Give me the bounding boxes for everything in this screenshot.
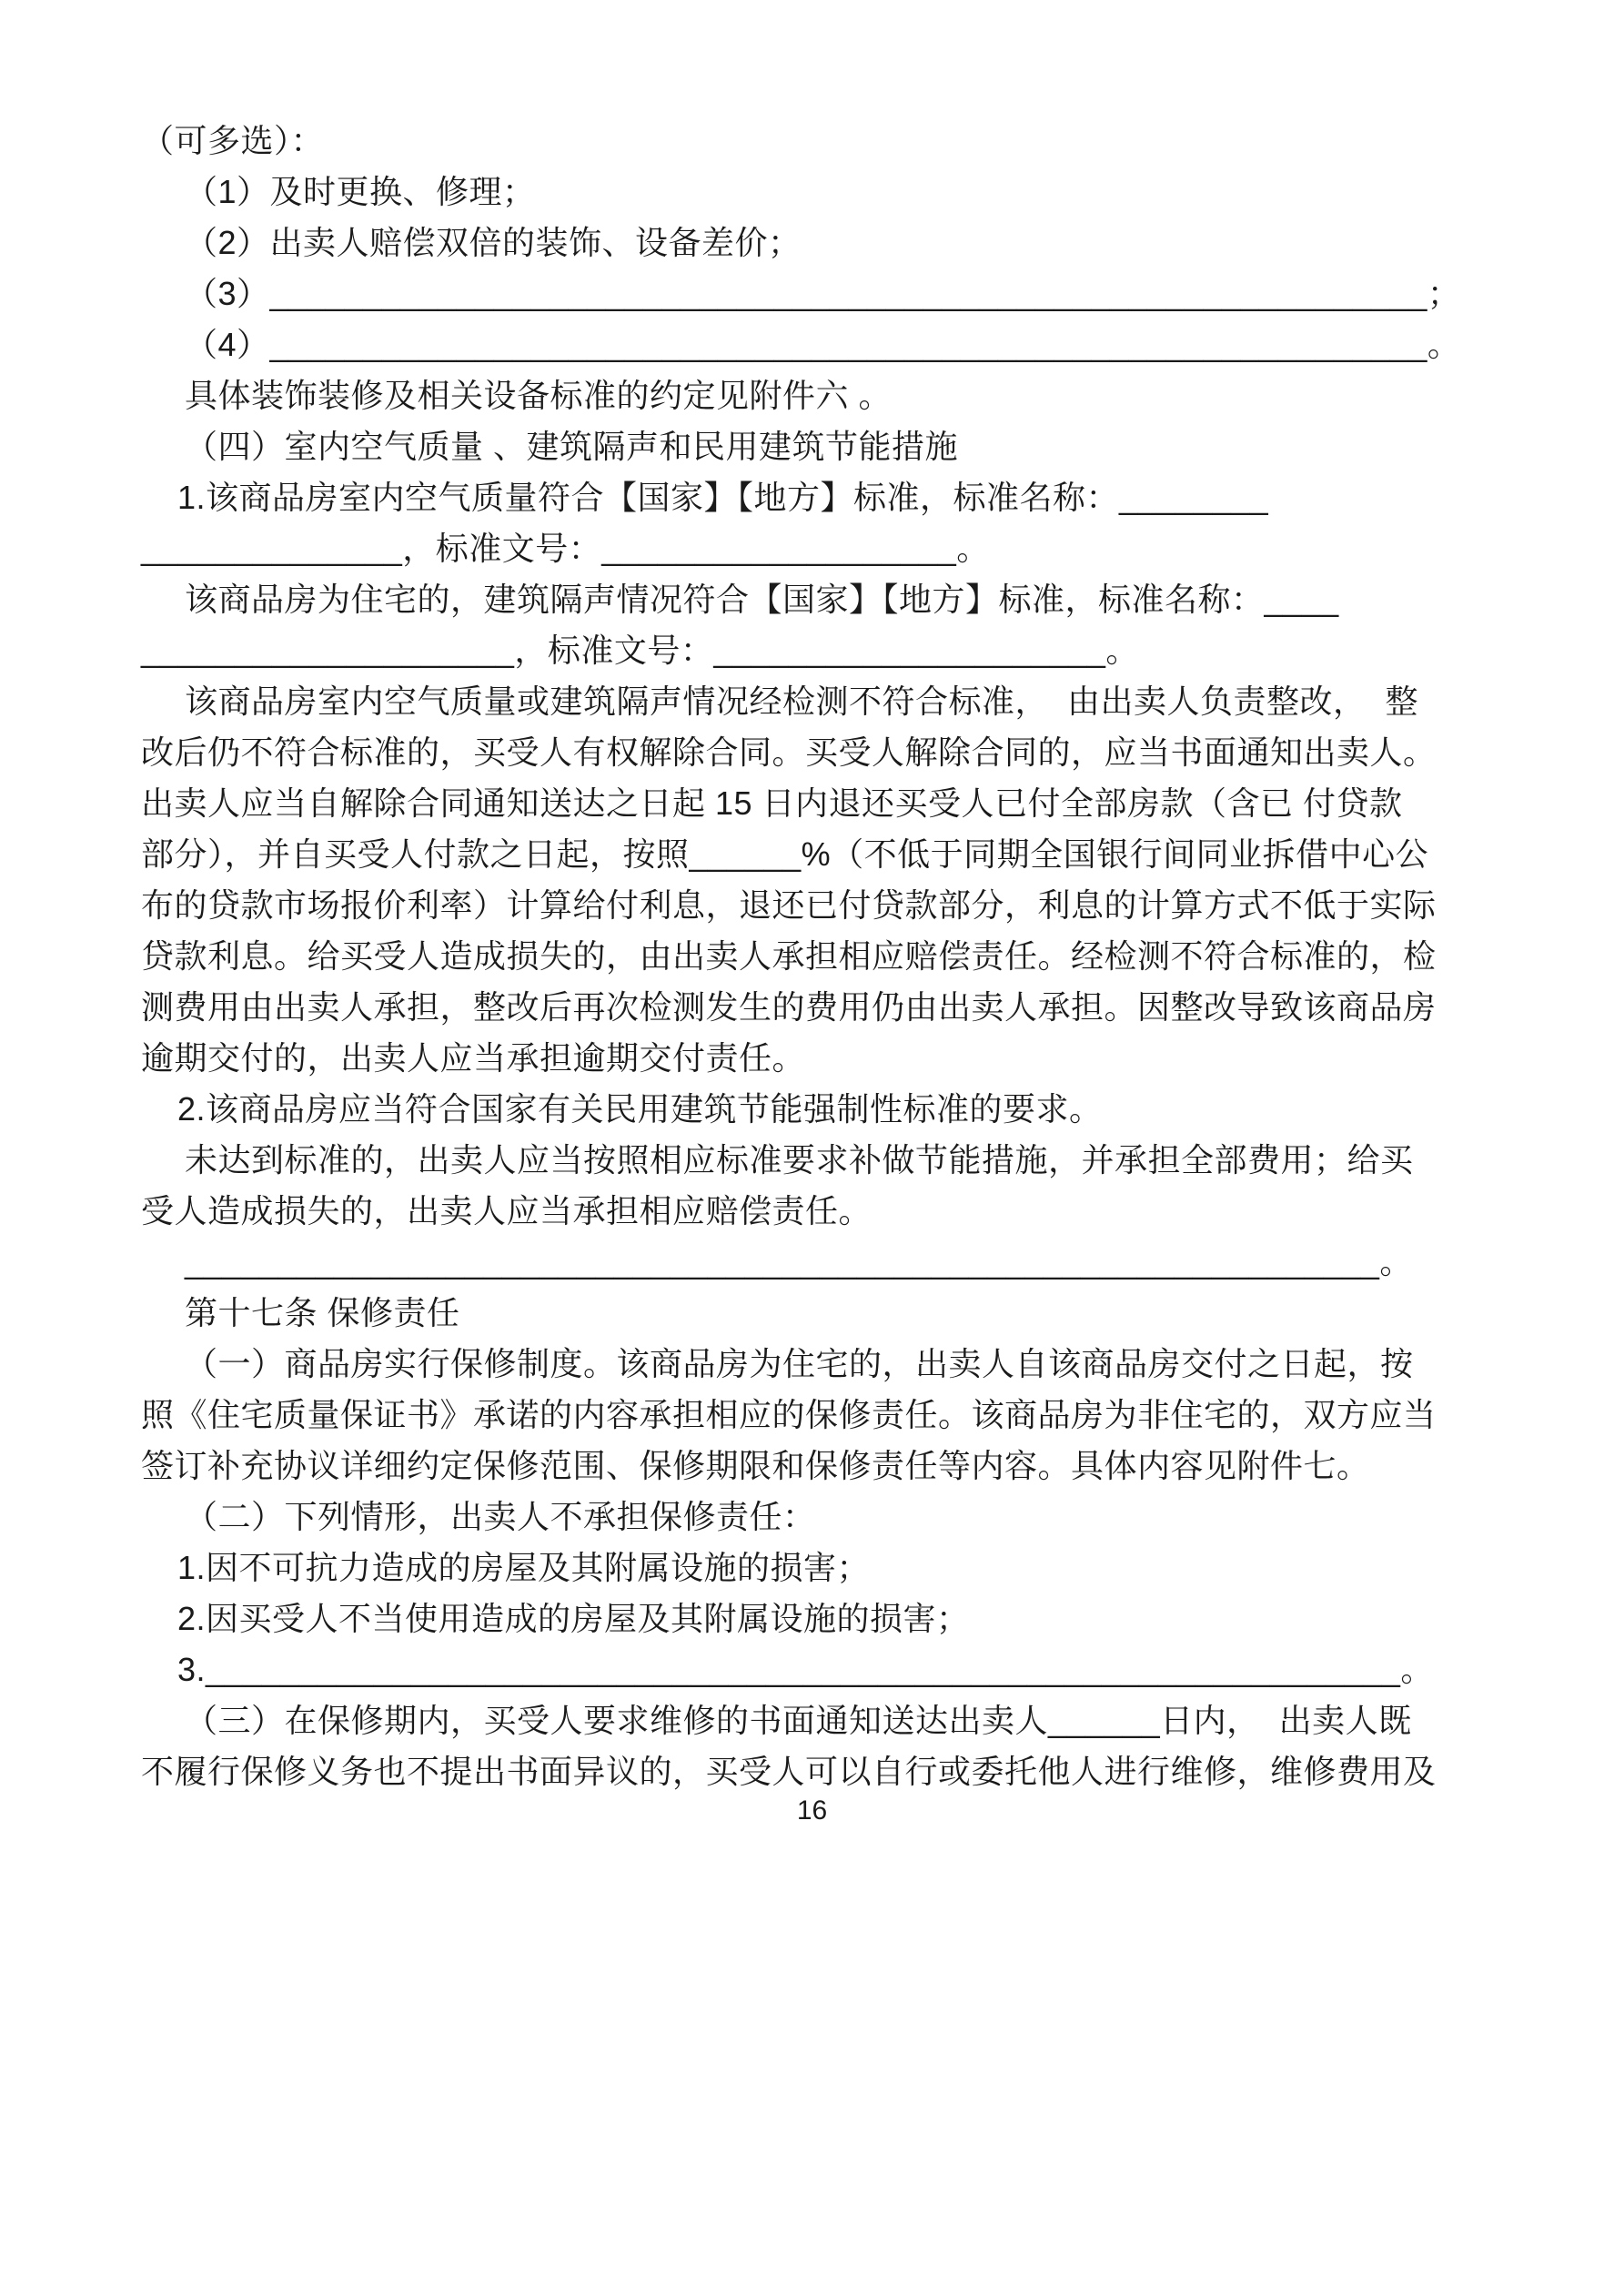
document-line: （一）商品房实行保修制度。该商品房为住宅的，出卖人自该商品房交付之日起，按	[185, 1345, 1414, 1382]
document-line: 具体装饰装修及相关设备标准的约定见附件六 。	[185, 377, 893, 414]
document-line: （二）下列情形，出卖人不承担保修责任：	[185, 1498, 816, 1535]
document-line: ______________，标准文号：___________________。	[141, 530, 990, 567]
document-line: （可多选）：	[141, 122, 325, 159]
document-line: 不履行保修义务也不提出书面异议的，买受人可以自行或委托他人进行维修，维修费用及	[141, 1753, 1437, 1790]
document-line: 2.该商品房应当符合国家有关民用建筑节能强制性标准的要求。	[177, 1090, 1103, 1128]
document-line: （三）在保修期内，买受人要求维修的书面通知送达出卖人______日内， 出卖人既	[185, 1702, 1412, 1739]
document-line: 该商品房室内空气质量或建筑隔声情况经检测不符合标准， 由出卖人负责整改， 整	[185, 683, 1419, 720]
document-line: （3）______________________________________________________________；	[185, 275, 1461, 312]
document-line: 照《住宅质量保证书》承诺的内容承担相应的保修责任。该商品房为非住宅的，双方应当	[141, 1396, 1437, 1433]
document-line: （1）及时更换、修理；	[185, 173, 536, 210]
document-line: 部分），并自买受人付款之日起，按照______%（不低于同期全国银行间同业拆借中心公	[141, 835, 1429, 873]
document-body	[141, 116, 1483, 1797]
document-line: 签订补充协议详细约定保修范围、保修期限和保修责任等内容。具体内容见附件七。	[141, 1447, 1370, 1484]
document-line: 第十七条 保修责任	[185, 1294, 460, 1331]
document-line: （4）______________________________________________________________。	[185, 326, 1461, 363]
document-line: 出卖人应当自解除合同通知送达之日起 15 日内退还买受人已付全部房款（含已 付贷款	[141, 784, 1403, 822]
document-line: ____________________，标准文号：_____________________。	[141, 632, 1139, 669]
document-line: 改后仍不符合标准的，买受人有权解除合同。买受人解除合同的，应当书面通知出卖人。	[141, 733, 1437, 771]
document-line: 该商品房为住宅的，建筑隔声情况符合【国家】【地方】标准，标准名称：____	[185, 581, 1339, 618]
page-number: 16	[796, 1795, 828, 1826]
document-line: 1.因不可抗力造成的房屋及其附属设施的损害；	[177, 1549, 871, 1586]
document-line: 3.________________________________________________________________。	[177, 1651, 1434, 1688]
document-line: 测费用由出卖人承担，整改后再次检测发生的费用仍由出卖人承担。因整改导致该商品房	[141, 988, 1437, 1026]
document-line: 布的贷款市场报价利率）计算给付利息，退还已付贷款部分，利息的计算方式不低于实际	[141, 886, 1437, 924]
document-line: 逾期交付的，出卖人应当承担逾期交付责任。	[141, 1039, 806, 1077]
document-line: 2.因买受人不当使用造成的房屋及其附属设施的损害；	[177, 1600, 970, 1637]
document-line: 1.该商品房室内空气质量符合【国家】【地方】标准，标准名称：________	[177, 479, 1269, 516]
document-line: （四）室内空气质量 、建筑隔声和民用建筑节能措施	[185, 428, 959, 465]
document-line: ________________________________________________________________。	[185, 1243, 1413, 1280]
document-line: 受人造成损失的，出卖人应当承担相应赔偿责任。	[141, 1192, 873, 1229]
document-line: 贷款利息。给买受人造成损失的，由出卖人承担相应赔偿责任。经检测不符合标准的，检	[141, 937, 1437, 975]
document-line: 未达到标准的，出卖人应当按照相应标准要求补做节能措施，并承担全部费用；给买	[185, 1141, 1414, 1178]
document-line: （2）出卖人赔偿双倍的装饰、设备差价；	[185, 224, 802, 261]
